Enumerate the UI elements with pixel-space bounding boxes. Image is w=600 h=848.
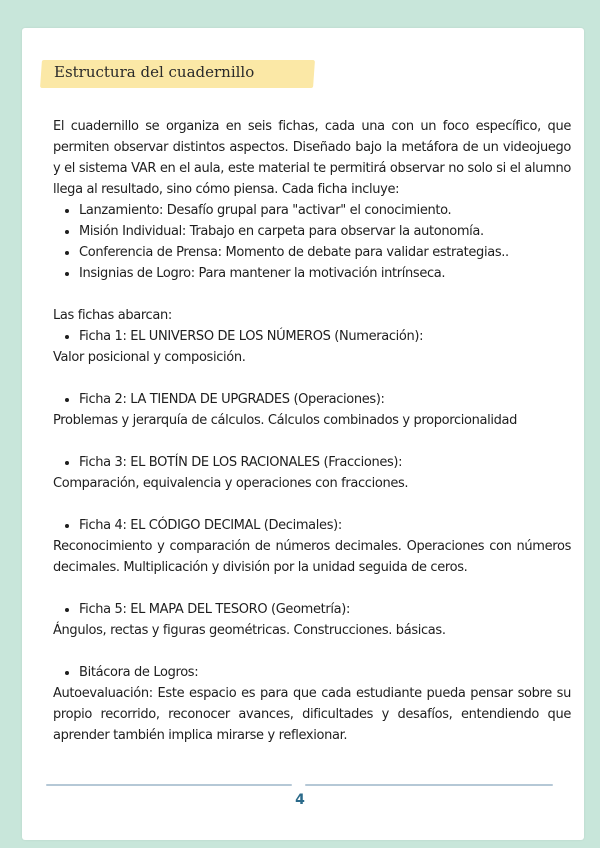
fichas-intro: Las fichas abarcan:	[53, 308, 172, 323]
bitacora-title-list	[53, 662, 571, 683]
ficha-3-title: Ficha 3: EL BOTÍN DE LOS RACIONALES (Fracciones):	[53, 452, 571, 473]
document-page	[22, 28, 584, 840]
ficha-5-desc: Ángulos, rectas y figuras geométricas. Construcciones. básicas.	[53, 623, 446, 638]
ficha-4-title: Ficha 4: EL CÓDIGO DECIMAL (Decimales):	[53, 515, 571, 536]
list-item: Insignias de Logro: Para mantener la motivación intrínseca.	[53, 263, 571, 284]
ficha-1-title-list	[53, 326, 571, 347]
page-number: 4	[295, 792, 305, 808]
ficha-5-title: Ficha 5: EL MAPA DEL TESORO (Geometría):	[53, 599, 571, 620]
ficha-3-title-list	[53, 452, 571, 473]
ficha-1-title: Ficha 1: EL UNIVERSO DE LOS NÚMEROS (Numeración):	[53, 326, 571, 347]
bitacora-desc: Autoevaluación: Este espacio es para que cada estudiante pueda pensar sobre su propio recorrido, reconocer avances, dificultades y desafíos, entendiendo que aprender también implica mirarse y reflexionar.	[53, 686, 571, 743]
ficha-5-title-list	[53, 599, 571, 620]
content-body	[53, 116, 571, 746]
intro-paragraph: El cuadernillo se organiza en seis fichas, cada una con un foco específico, que permiten observar distintos aspectos. Diseñado bajo la metáfora de un videojuego y el sistema VAR en el aula, este material te permitirá observar no solo si el alumno llega al resultado, sino cómo piensa. Cada ficha incluye:	[53, 119, 571, 197]
ficha-1-desc: Valor posicional y composición.	[53, 350, 246, 365]
list-item: Lanzamiento: Desafío grupal para "activar" el conocimiento.	[53, 200, 571, 221]
footer-dots-left	[217, 798, 223, 804]
ficha-2-desc: Problemas y jerarquía de cálculos. Cálculos combinados y proporcionalidad	[53, 413, 518, 428]
section-title: Estructura del cuadernillo	[54, 63, 255, 81]
ficha-2-title: Ficha 2: LA TIENDA DE UPGRADES (Operaciones):	[53, 389, 571, 410]
list-item: Misión Individual: Trabajo en carpeta para observar la autonomía.	[53, 221, 571, 242]
ficha-3-desc: Comparación, equivalencia y operaciones con fracciones.	[53, 476, 409, 491]
ficha-2-title-list	[53, 389, 571, 410]
includes-list	[53, 200, 571, 284]
list-item: Conferencia de Prensa: Momento de debate para validar estrategias..	[53, 242, 571, 263]
footer-dots-right	[314, 798, 320, 804]
footer-divider-left	[46, 784, 292, 786]
ficha-4-title-list	[53, 515, 571, 536]
ficha-4-desc: Reconocimiento y comparación de números decimales. Operaciones con números decimales. Multiplicación y división por la unidad seguida de ceros.	[53, 539, 571, 575]
footer-divider-right	[305, 784, 553, 786]
bitacora-title: Bitácora de Logros:	[53, 662, 571, 683]
